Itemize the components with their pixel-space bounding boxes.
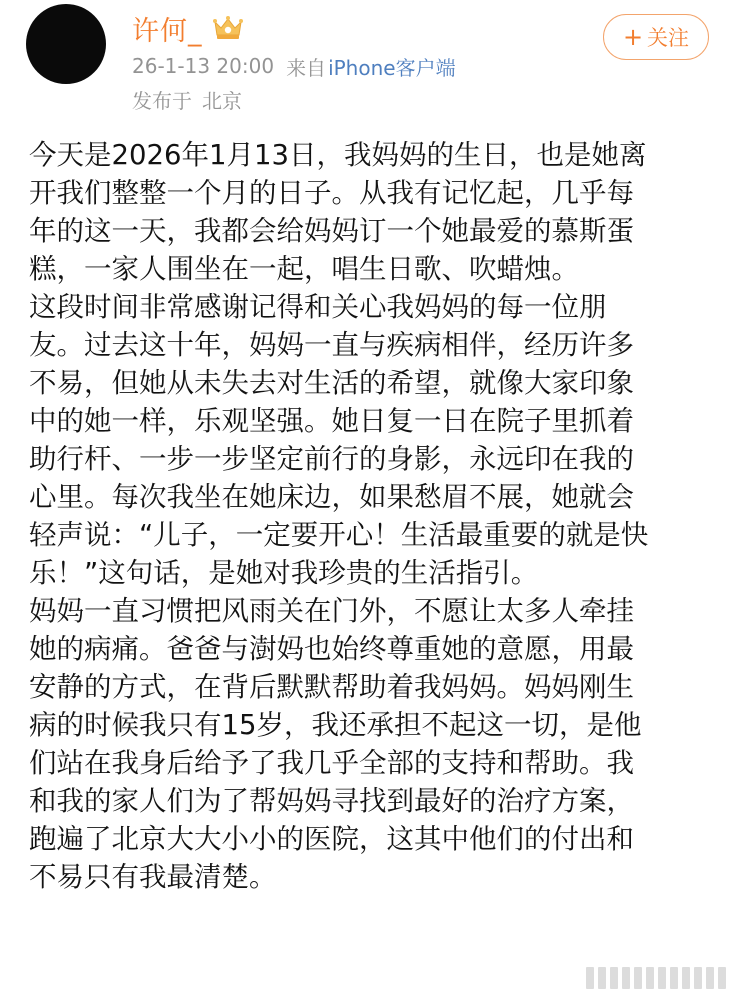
post-header [0,0,738,125]
post-text-line: 乐！”这句话，是她对我珍贵的生活指引。 [29,557,539,589]
watermark-segment [586,967,594,989]
post-text-line: 她的病痛。爸爸与澍妈也始终尊重她的意愿，用最 [29,633,634,665]
watermark-segment [646,967,654,989]
post-meta [132,52,456,80]
post-text-line: 安静的方式，在背后默默帮助着我妈妈。妈妈刚生 [29,671,634,703]
post-body [29,136,719,896]
source-app-link[interactable]: iPhone客户端 [328,55,456,80]
post-text-line: 不易只有我最清楚。 [29,861,277,893]
post-timestamp: 26-1-13 20:00 [132,54,275,78]
watermark-segment [658,967,666,989]
post-text-line: 这段时间非常感谢记得和关心我妈妈的每一位朋 [29,291,607,323]
watermark-strip [586,964,726,992]
watermark-segment [694,967,702,989]
post-text-line: 今天是2026年1月13日，我妈妈的生日，也是她离 [29,139,647,171]
watermark-segment [670,967,678,989]
watermark-segment [634,967,642,989]
location-prefix: 发布于 [132,88,192,113]
follow-label: 关注 [647,26,690,50]
post-text-line: 中的她一样，乐观坚强。她日复一日在院子里抓着 [29,405,634,437]
watermark-segment [610,967,618,989]
watermark-segment [682,967,690,989]
source-prefix: 来自 [286,55,327,80]
watermark-segment [718,967,726,989]
watermark-segment [622,967,630,989]
watermark-segment [706,967,714,989]
post-text-line: 跑遍了北京大大小小的医院，这其中他们的付出和 [29,823,634,855]
post-text-line: 心里。每次我坐在她床边，如果愁眉不展，她就会 [29,481,634,513]
post-text-line: 年的这一天，我都会给妈妈订一个她最爱的慕斯蛋 [29,215,634,247]
post-text-line: 友。过去这十年，妈妈一直与疾病相伴，经历许多 [29,329,634,361]
plus-icon: + [622,23,644,51]
username[interactable]: 许何_ [132,15,203,47]
post-text-line: 不易，但她从未失去对生活的希望，就像大家印象 [29,367,634,399]
post-text-line: 开我们整整一个月的日子。从我有记忆起，几乎每 [29,177,634,209]
post-text-line: 妈妈一直习惯把风雨关在门外，不愿让太多人牵挂 [29,595,634,627]
avatar[interactable] [26,4,106,84]
post-text-line: 糕，一家人围坐在一起，唱生日歌、吹蜡烛。 [29,253,579,285]
post-text-line: 和我的家人们为了帮妈妈寻找到最好的治疗方案， [29,785,634,817]
watermark-segment [598,967,606,989]
location-name: 北京 [202,88,242,113]
crown-icon [211,15,245,41]
post-location [132,85,242,113]
post-text-line: 助行杆、一步一步坚定前行的身影，永远印在我的 [29,443,634,475]
post-text-line: 轻声说：“儿子，一定要开心！生活最重要的就是快 [29,519,649,551]
post-text-line: 们站在我身后给予了我几乎全部的支持和帮助。我 [29,747,634,779]
username-row [132,10,245,46]
post-text-line: 病的时候我只有15岁，我还承担不起这一切，是他 [29,709,642,741]
follow-button[interactable] [603,14,709,60]
